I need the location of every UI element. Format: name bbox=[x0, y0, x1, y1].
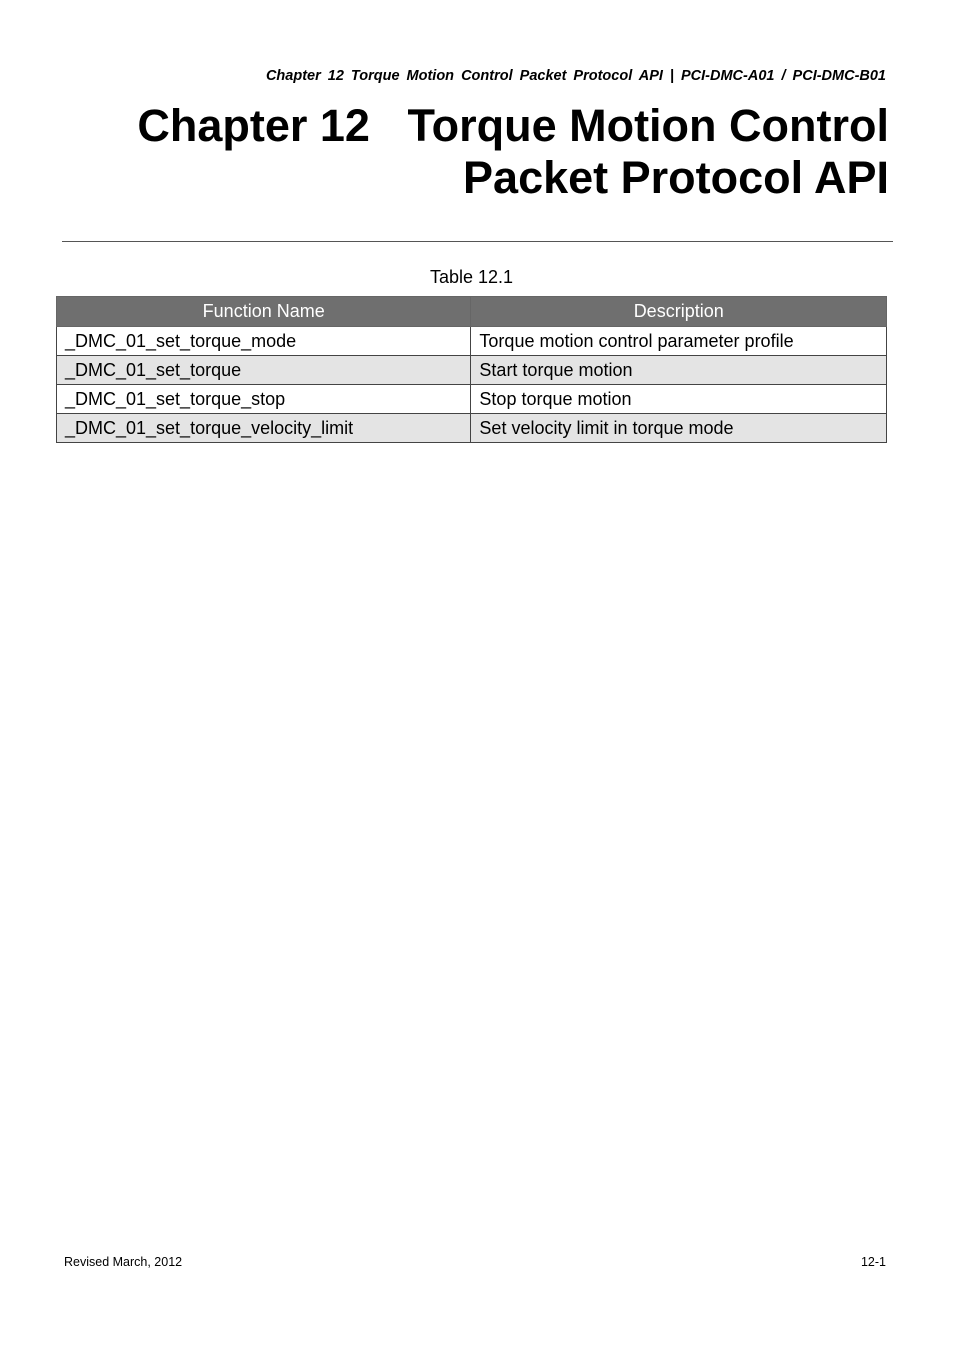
table-row bbox=[57, 414, 887, 443]
function-name-cell: _DMC_01_set_torque_mode bbox=[57, 327, 471, 356]
column-header-function-name: Function Name bbox=[57, 297, 471, 327]
function-name-cell: _DMC_01_set_torque bbox=[57, 356, 471, 385]
description-cell: Stop torque motion bbox=[471, 385, 887, 414]
table-row bbox=[57, 327, 887, 356]
table-row bbox=[57, 356, 887, 385]
chapter-title-line-1: Chapter 12 Torque Motion Control bbox=[137, 100, 889, 151]
function-name-cell: _DMC_01_set_torque_velocity_limit bbox=[57, 414, 471, 443]
table-caption: Table 12.1 bbox=[429, 267, 514, 287]
table-row bbox=[57, 385, 887, 414]
title-divider bbox=[62, 241, 893, 242]
chapter-title bbox=[29, 100, 889, 204]
function-table bbox=[56, 296, 887, 443]
description-cell: Start torque motion bbox=[471, 356, 887, 385]
description-cell: Set velocity limit in torque mode bbox=[471, 414, 887, 443]
function-name-cell: _DMC_01_set_torque_stop bbox=[57, 385, 471, 414]
footer-page-number: 12-1 bbox=[860, 1255, 886, 1269]
chapter-title-line-2: Packet Protocol API bbox=[463, 152, 889, 203]
column-header-description: Description bbox=[471, 297, 887, 327]
table-header-row bbox=[57, 297, 887, 327]
running-header: Chapter 12 Torque Motion Control Packet Protocol API | PCI-DMC-A01 / PCI-DMC-B01 bbox=[265, 68, 886, 84]
footer-revision: Revised March, 2012 bbox=[64, 1255, 183, 1269]
description-cell: Torque motion control parameter profile bbox=[471, 327, 887, 356]
